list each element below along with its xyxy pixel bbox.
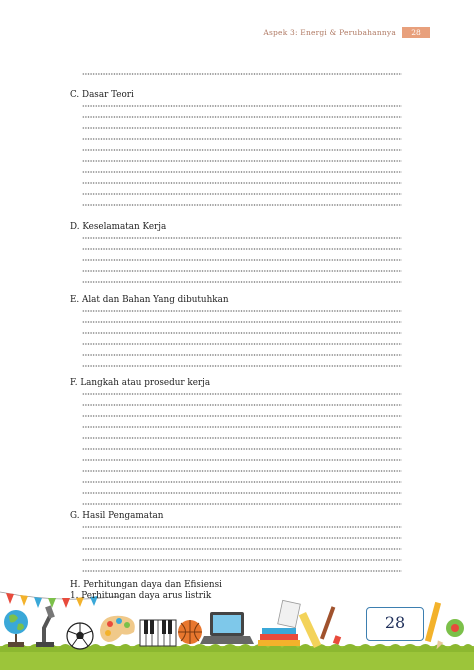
section-h-heading: H. Perhitungan daya dan Efisiensi xyxy=(70,580,222,590)
basketball-icon xyxy=(178,620,202,644)
section-g-heading: G. Hasil Pengamatan xyxy=(70,511,164,521)
footer-page-number-box xyxy=(366,607,424,641)
paint-palette-icon xyxy=(100,616,135,642)
laptop-icon xyxy=(200,612,254,644)
section-f-heading: F. Langkah atau prosedur kerja xyxy=(70,378,211,388)
pencil-icon xyxy=(425,602,464,651)
microscope-icon xyxy=(36,605,55,647)
grass-strip xyxy=(0,644,474,670)
globe-icon xyxy=(4,610,28,647)
piano-keys-icon xyxy=(140,620,176,646)
book-icon xyxy=(258,600,300,646)
answer-line xyxy=(82,71,402,77)
section-c-heading: C. Dasar Teori xyxy=(70,90,134,100)
page-header xyxy=(0,28,474,42)
header-page-badge: 28 xyxy=(402,27,430,38)
soccer-ball-icon xyxy=(67,623,93,649)
section-h-item-1: 1. Perhitungan daya arus listrik xyxy=(70,591,212,601)
ruler-icon xyxy=(299,612,321,648)
section-e-heading: E. Alat dan Bahan Yang dibutuhkan xyxy=(70,295,229,305)
section-d-heading: D. Keselamatan Kerja xyxy=(70,222,167,232)
paint-brush-icon xyxy=(320,606,341,645)
footer-page-number: 28 xyxy=(384,613,406,632)
header-title: Aspek 3: Energi & Perubahannya xyxy=(263,28,396,37)
